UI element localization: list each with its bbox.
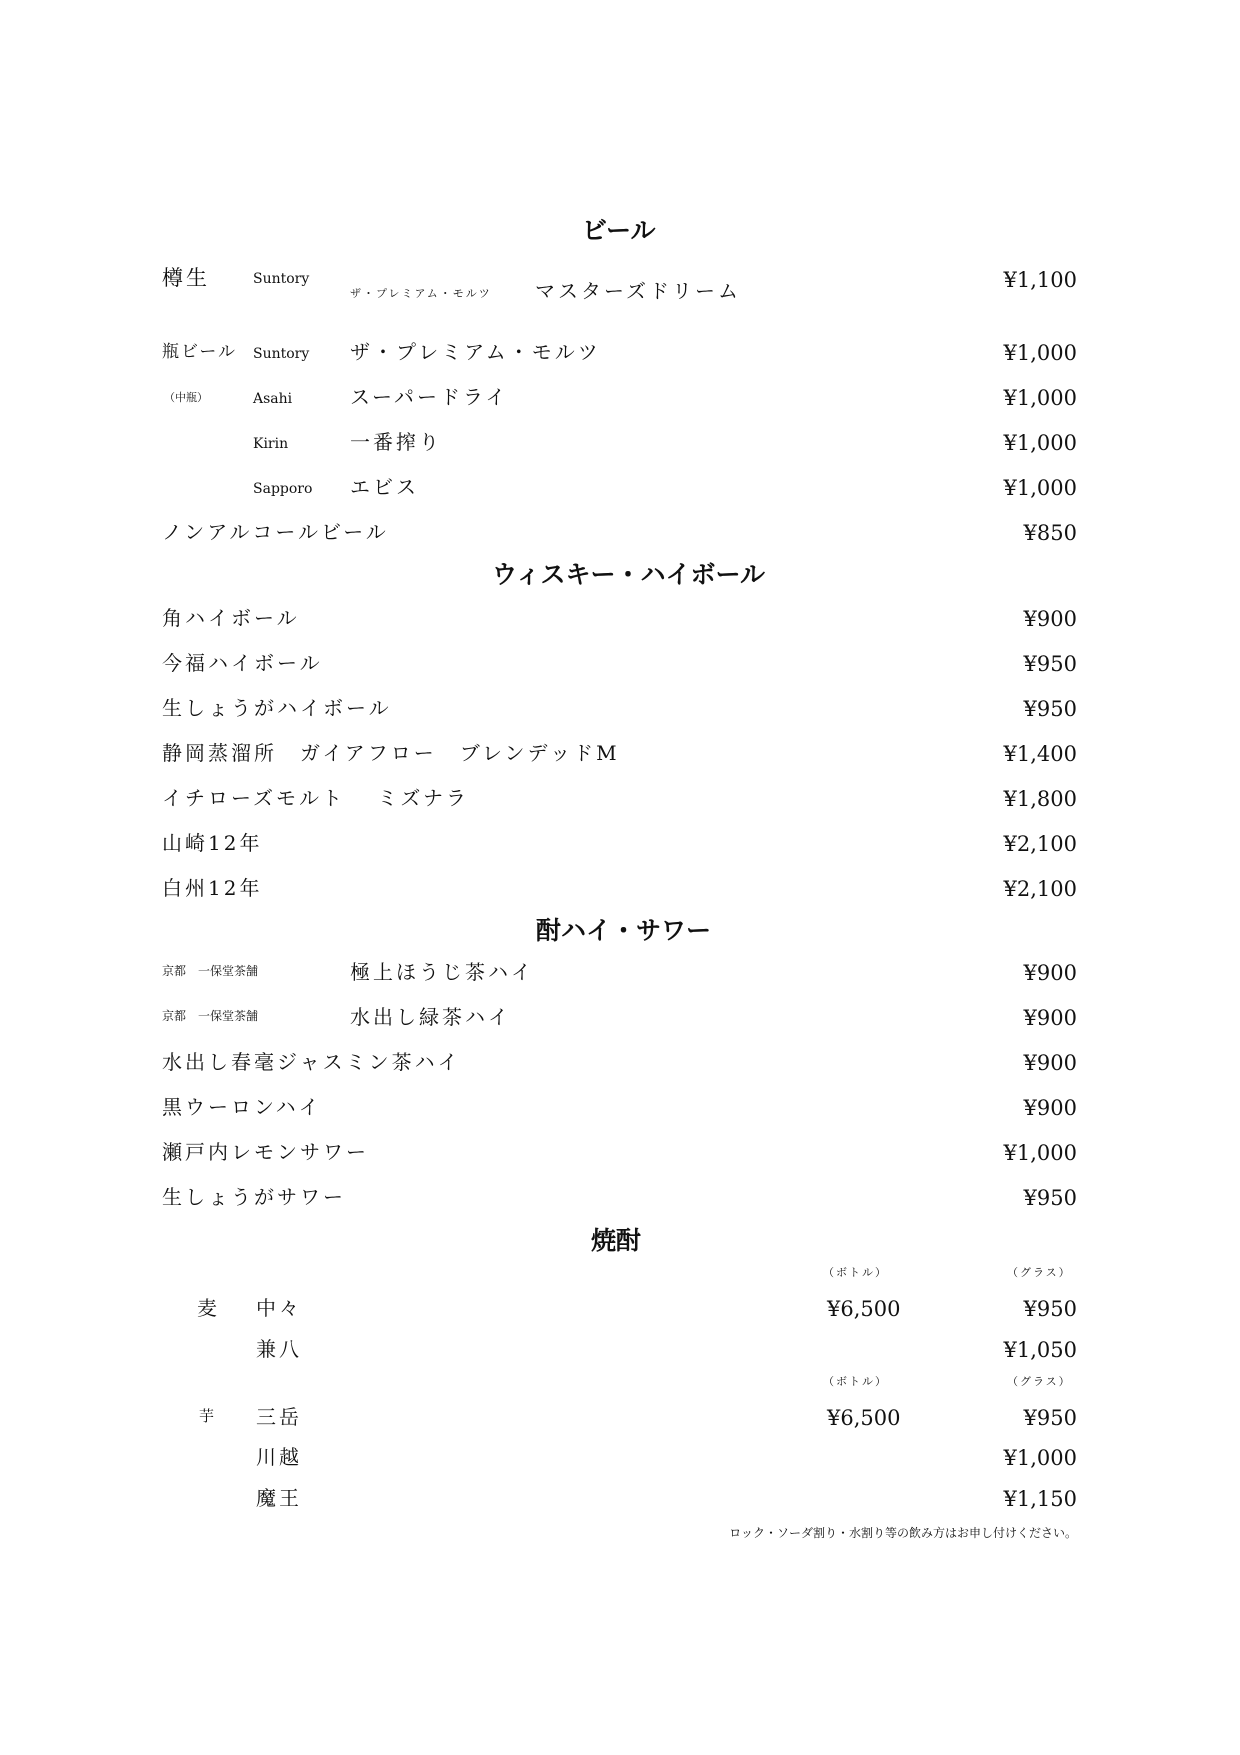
bottle-brand: Suntory (253, 346, 310, 362)
bottle-name: ザ・プレミアム・モルツ (350, 340, 601, 364)
whisky-item-price: ¥1,800 (1003, 787, 1077, 811)
glass-column-header: （グラス） (1007, 1375, 1072, 1388)
shochu-item-name: 三岳 (256, 1405, 302, 1429)
bottle-name: 一番搾り (350, 430, 442, 454)
sour-item-price: ¥950 (1023, 1186, 1077, 1210)
whisky-item-name: 静岡蒸溜所 ガイアフロー ブレンデッドM (162, 741, 620, 765)
draft-brand: Suntory (253, 271, 310, 287)
sour-item-price: ¥1,000 (1003, 1141, 1077, 1165)
bottle-price: ¥1,000 (1003, 476, 1077, 500)
whisky-item-name: 白州12年 (162, 876, 263, 900)
bottle-category: 瓶ビール (162, 342, 237, 362)
shochu-bottle-price: ¥6,500 (827, 1297, 901, 1321)
shochu-item-name: 川越 (256, 1445, 302, 1469)
sour-item-price: ¥900 (1023, 961, 1077, 985)
whisky-item-price: ¥1,400 (1003, 742, 1077, 766)
bottle-name: エビス (350, 475, 419, 499)
whisky-item-name: 今福ハイボール (162, 651, 323, 675)
bottle-column-header: （ボトル） (823, 1375, 888, 1388)
shochu-glass-price: ¥950 (1023, 1297, 1077, 1321)
sour-item-price: ¥900 (1023, 1051, 1077, 1075)
nonalc-price: ¥850 (1023, 521, 1077, 545)
whisky-section-title: ウィスキー・ハイボール (492, 560, 766, 589)
draft-name: マスターズドリーム (535, 279, 741, 303)
sour-item-name: 水出し春毫ジャスミン茶ハイ (162, 1050, 461, 1074)
whisky-item-price: ¥2,100 (1003, 832, 1077, 856)
sour-item-price: ¥900 (1023, 1096, 1077, 1120)
shochu-glass-price: ¥950 (1023, 1406, 1077, 1430)
shochu-section-title: 焼酎 (591, 1226, 642, 1255)
bottle-price: ¥1,000 (1003, 386, 1077, 410)
bottle-brand: Sapporo (253, 481, 313, 497)
sour-item-name: 極上ほうじ茶ハイ (350, 960, 534, 984)
whisky-item-name: 角ハイボール (162, 606, 300, 630)
sour-item-price: ¥900 (1023, 1006, 1077, 1030)
whisky-item-name: 山崎12年 (162, 831, 263, 855)
shochu-glass-price: ¥1,150 (1003, 1487, 1077, 1511)
bottle-name: スーパードライ (350, 385, 509, 409)
shochu-item-name: 中々 (256, 1296, 302, 1320)
shochu-bottle-price: ¥6,500 (827, 1406, 901, 1430)
bottle-brand: Asahi (253, 391, 293, 407)
shochu-item-name: 魔王 (256, 1486, 302, 1510)
shochu-glass-price: ¥1,050 (1003, 1338, 1077, 1362)
whisky-item-price: ¥900 (1023, 607, 1077, 631)
sour-item-name: 水出し緑茶ハイ (350, 1005, 511, 1029)
sour-item-name: 瀬戸内レモンサワー (162, 1140, 369, 1164)
sour-item-name: 生しょうがサワー (162, 1185, 346, 1209)
serving-note: ロック・ソーダ割り・水割り等の飲み方はお申し付けください。 (729, 1526, 1077, 1540)
whisky-item-price: ¥950 (1023, 697, 1077, 721)
shochu-category-mugi: 麦 (197, 1296, 220, 1320)
sour-item-name: 黒ウーロンハイ (162, 1095, 322, 1119)
bottle-price: ¥1,000 (1003, 431, 1077, 455)
nonalc-name: ノンアルコールビール (162, 520, 389, 544)
beer-section-title: ビール (582, 216, 656, 245)
bottle-price: ¥1,000 (1003, 341, 1077, 365)
tea-maker: 京都 一保堂茶舗 (162, 1009, 259, 1023)
whisky-item-name: 生しょうがハイボール (162, 696, 392, 720)
shochu-category-imo: 芋 (199, 1407, 215, 1425)
draft-sub: ザ・プレミアム・モルツ (350, 287, 492, 300)
whisky-item-name: イチローズモルト ミズナラ (162, 786, 469, 810)
draft-price: ¥1,100 (1003, 268, 1077, 292)
sour-section-title: 酎ハイ・サワー (536, 916, 712, 945)
whisky-item-price: ¥2,100 (1003, 877, 1077, 901)
draft-category: 樽生 (162, 266, 210, 290)
glass-column-header: （グラス） (1007, 1266, 1072, 1279)
bottle-brand: Kirin (253, 436, 289, 452)
shochu-item-name: 兼八 (256, 1337, 302, 1361)
shochu-glass-price: ¥1,000 (1003, 1446, 1077, 1470)
bottle-column-header: （ボトル） (823, 1266, 888, 1279)
bottle-size-note: （中瓶） (164, 391, 208, 404)
tea-maker: 京都 一保堂茶舗 (162, 964, 259, 978)
whisky-item-price: ¥950 (1023, 652, 1077, 676)
